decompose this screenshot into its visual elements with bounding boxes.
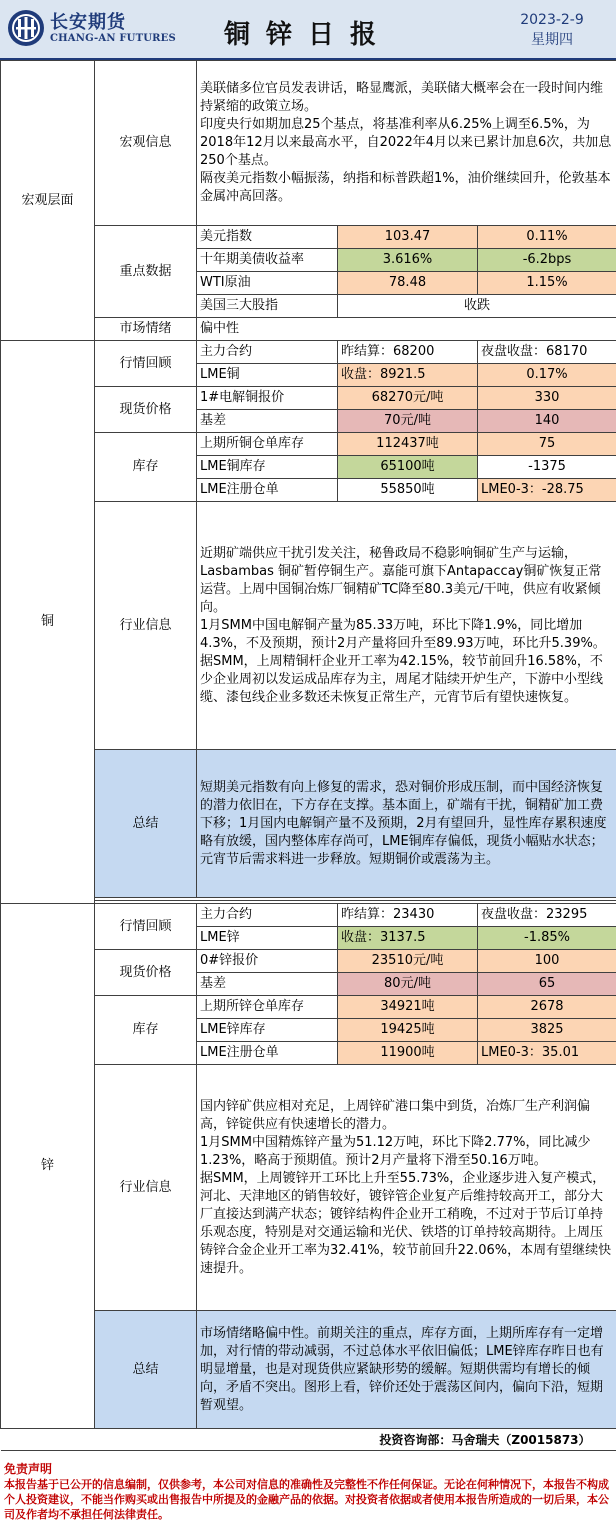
- stock-label: LME注册仓单: [197, 1042, 338, 1065]
- key-data-label: 美国三大股指: [197, 295, 338, 318]
- paragraph: 近期矿端供应干扰引发关注，秘鲁政局不稳影响铜矿生产与运输，Lasbambas 铜矿暂停铜生产。嘉能可旗下Antapaccay铜矿恢复正常运营。上周中国铜冶炼厂铜精矿TC降至80.3美元/干吨，供应有收紧倾向。: [200, 545, 602, 615]
- section-label-macro: 宏观层面: [1, 61, 95, 341]
- market-value: 昨结算：23430: [338, 904, 478, 927]
- copper-spot-label: 现货价格: [95, 387, 197, 433]
- zinc-industry-text: [197, 1065, 616, 1311]
- report-weekday: 星期四: [531, 32, 573, 48]
- disclaimer-title: 免责声明: [4, 1462, 53, 1476]
- spot-value: 23510元/吨: [338, 950, 478, 973]
- paragraph: 隔夜美元指数小幅振荡，纳指和标普跌超1%，油价继续回升，伦敦基本金属冲高回落。: [200, 171, 611, 204]
- market-value: 夜盘收盘：68170: [478, 341, 616, 364]
- stock-label: 上期所锌仓单库存: [197, 996, 338, 1019]
- spot-change: 140: [478, 410, 616, 433]
- key-data-value: 收跌: [338, 295, 616, 318]
- market-sentiment-value: 偏中性: [197, 318, 616, 341]
- stock-change: LME0-3：-28.75: [478, 479, 616, 502]
- logo-english-name: CHANG-AN FUTURES: [50, 33, 176, 44]
- disclaimer-text: 本报告基于已公开的信息编制，仅供参考，本公司对信息的准确性及完整性不作任何保证。无论在何种情况下，本报告不构成个人投资建议，不能当作购买或出售报告中所提及的金融产品的依据。对投资者依据或者使用本报告所造成的一切后果，本公司及作者均不承担任何法律责任。: [4, 1478, 609, 1521]
- paragraph: 1月SMM中国电解铜产量为85.33万吨，环比下降1.9%，同比增加4.3%，不及预期，预计2月产量将回升至89.93万吨，环比升5.39%。: [200, 617, 606, 651]
- key-data-change: 1.15%: [478, 272, 616, 295]
- stock-value: 34921吨: [338, 996, 478, 1019]
- spot-label: 0#锌报价: [197, 950, 338, 973]
- key-data-value: 103.47: [338, 226, 478, 249]
- zinc-industry-label: 行业信息: [95, 1065, 197, 1311]
- copper-summary-text: 短期美元指数有向上修复的需求，恐对铜价形成压制，而中国经济恢复的潜力依旧在，下方存在支撑。基本面上，矿端有干扰，铜精矿加工费下移；1月国内电解铜产量不及预期，2月有望回升，显性库存累积速度略有放缓，国内整体库存尚可，LME铜库存偏低，现货小幅贴水状态；元宵节后需求料进一步释放。短期铜价或震荡为主。: [197, 750, 616, 898]
- key-data-label: 十年期美债收益率: [197, 249, 338, 272]
- stock-value: 112437吨: [338, 433, 478, 456]
- consultant-line: 投资咨询部：马舍瑞夫（Z0015873）: [1, 1429, 616, 1451]
- market-value: 昨结算：68200: [338, 341, 478, 364]
- report-header: [0, 0, 616, 60]
- key-data-value: 3.616%: [338, 249, 478, 272]
- spot-value: 80元/吨: [338, 973, 478, 996]
- section-label-copper: 铜: [1, 341, 95, 904]
- table-row: [1, 61, 616, 226]
- paragraph: 据SMM，上周镀锌开工环比上升至55.73%，企业逐步进入复产模式，河北、天津地区的销售较好，镀锌管企业复产后维持较高开工，部分大厂直接达到满产状态；镀锌结构件企业开工稍晚，不过对于节后订单持乐观态度，特别是对交通运输和光伏、铁塔的订单持较高期待。上周压铸锌合金企业开工率为32.41%，较节前回升22.06%，本周有望继续快速提升。: [200, 1170, 612, 1276]
- market-value: -1.85%: [478, 927, 616, 950]
- disclaimer: [0, 1460, 616, 1525]
- copper-stock-label: 库存: [95, 433, 197, 502]
- stock-label: 上期所铜仓单库存: [197, 433, 338, 456]
- market-label: LME锌: [197, 927, 338, 950]
- key-data-change: 0.11%: [478, 226, 616, 249]
- market-value: 收盘：8921.5: [338, 364, 478, 387]
- stock-value: 11900吨: [338, 1042, 478, 1065]
- paragraph: 美联储多位官员发表讲话，略显鹰派，美联储大概率会在一段时间内维持紧缩的政策立场。: [200, 81, 604, 114]
- zinc-stock-label: 库存: [95, 996, 197, 1065]
- report-table: [0, 60, 616, 1451]
- market-label: 主力合约: [197, 904, 338, 927]
- key-data-label: WTI原油: [197, 272, 338, 295]
- stock-label: LME铜库存: [197, 456, 338, 479]
- key-data-label: 美元指数: [197, 226, 338, 249]
- paragraph: 1月SMM中国精炼锌产量为51.12万吨，环比下降2.77%，同比减少1.23%，略高于预期值。预计2月产量将下滑至50.16万吨。: [200, 1134, 591, 1168]
- chang-an-logo-icon: [6, 8, 46, 48]
- stock-label: LME注册仓单: [197, 479, 338, 502]
- stock-label: LME锌库存: [197, 1019, 338, 1042]
- report-date: [502, 10, 602, 50]
- stock-change: -1375: [478, 456, 616, 479]
- stock-change: 75: [478, 433, 616, 456]
- spot-value: 70元/吨: [338, 410, 478, 433]
- zinc-summary-text: 市场情绪略偏中性。前期关注的重点，库存方面，上期所库存有一定增加，对行情的带动减弱，不过总体水平依旧偏低；LME锌库存昨日也有明显增量，也是对现货供应紧缺形势的缓解。短期供需均有增长的倾向，矛盾不突出。图形上看，锌价还处于震荡区间内，偏向下沿，短期暂观望。: [197, 1311, 616, 1429]
- paragraph: 国内锌矿供应相对充足，上周锌矿港口集中到货，冶炼厂生产利润偏高，锌锭供应有快速增长的潜力。: [200, 1098, 591, 1132]
- stock-value: 19425吨: [338, 1019, 478, 1042]
- stock-value: 65100吨: [338, 456, 478, 479]
- table-row: [1, 904, 616, 927]
- table-row: [1, 1429, 616, 1451]
- logo-chinese-name: 长安期货: [50, 12, 126, 33]
- key-data-change: -6.2bps: [478, 249, 616, 272]
- spot-change: 100: [478, 950, 616, 973]
- stock-value: 55850吨: [338, 479, 478, 502]
- market-value: 收盘：3137.5: [338, 927, 478, 950]
- stock-change: 2678: [478, 996, 616, 1019]
- macro-key-data-label: 重点数据: [95, 226, 197, 318]
- table-row: [1, 341, 616, 364]
- spot-label: 基差: [197, 973, 338, 996]
- stock-change: 3825: [478, 1019, 616, 1042]
- spot-label: 1#电解铜报价: [197, 387, 338, 410]
- market-sentiment-label: 市场情绪: [95, 318, 197, 341]
- spot-change: 65: [478, 973, 616, 996]
- stock-change: LME0-3：35.01: [478, 1042, 616, 1065]
- spot-label: 基差: [197, 410, 338, 433]
- spot-change: 330: [478, 387, 616, 410]
- key-data-value: 78.48: [338, 272, 478, 295]
- copper-industry-text: [197, 502, 616, 750]
- report-date-value: 2023-2-9: [520, 12, 584, 28]
- copper-summary-label: 总结: [95, 750, 197, 898]
- copper-industry-label: 行业信息: [95, 502, 197, 750]
- market-label: 主力合约: [197, 341, 338, 364]
- section-label-zinc: 锌: [1, 904, 95, 1429]
- macro-info-label: 宏观信息: [95, 61, 197, 226]
- macro-info-text: [197, 61, 616, 226]
- market-label: LME铜: [197, 364, 338, 387]
- paragraph: 据SMM，上周精铜杆企业开工率为42.15%，较节前回升16.58%，不少企业周初以发运成品库存为主，周尾才陆续开炉生产，下游中小型线缆、漆包线企业多数还未恢复正常生产，元宵节后有望快速恢复。: [200, 653, 604, 705]
- copper-market-label: 行情回顾: [95, 341, 197, 387]
- zinc-market-label: 行情回顾: [95, 904, 197, 950]
- market-value: 0.17%: [478, 364, 616, 387]
- page-title: 铜锌日报: [223, 20, 392, 50]
- paragraph: 印度央行如期加息25个基点，将基准利率从6.25%上调至6.5%，为2018年12月以来最高水平，自2022年4月以来已累计加息6次，共加息250个基点。: [200, 117, 612, 168]
- spot-value: 68270元/吨: [338, 387, 478, 410]
- zinc-summary-label: 总结: [95, 1311, 197, 1429]
- zinc-spot-label: 现货价格: [95, 950, 197, 996]
- market-value: 夜盘收盘：23295: [478, 904, 616, 927]
